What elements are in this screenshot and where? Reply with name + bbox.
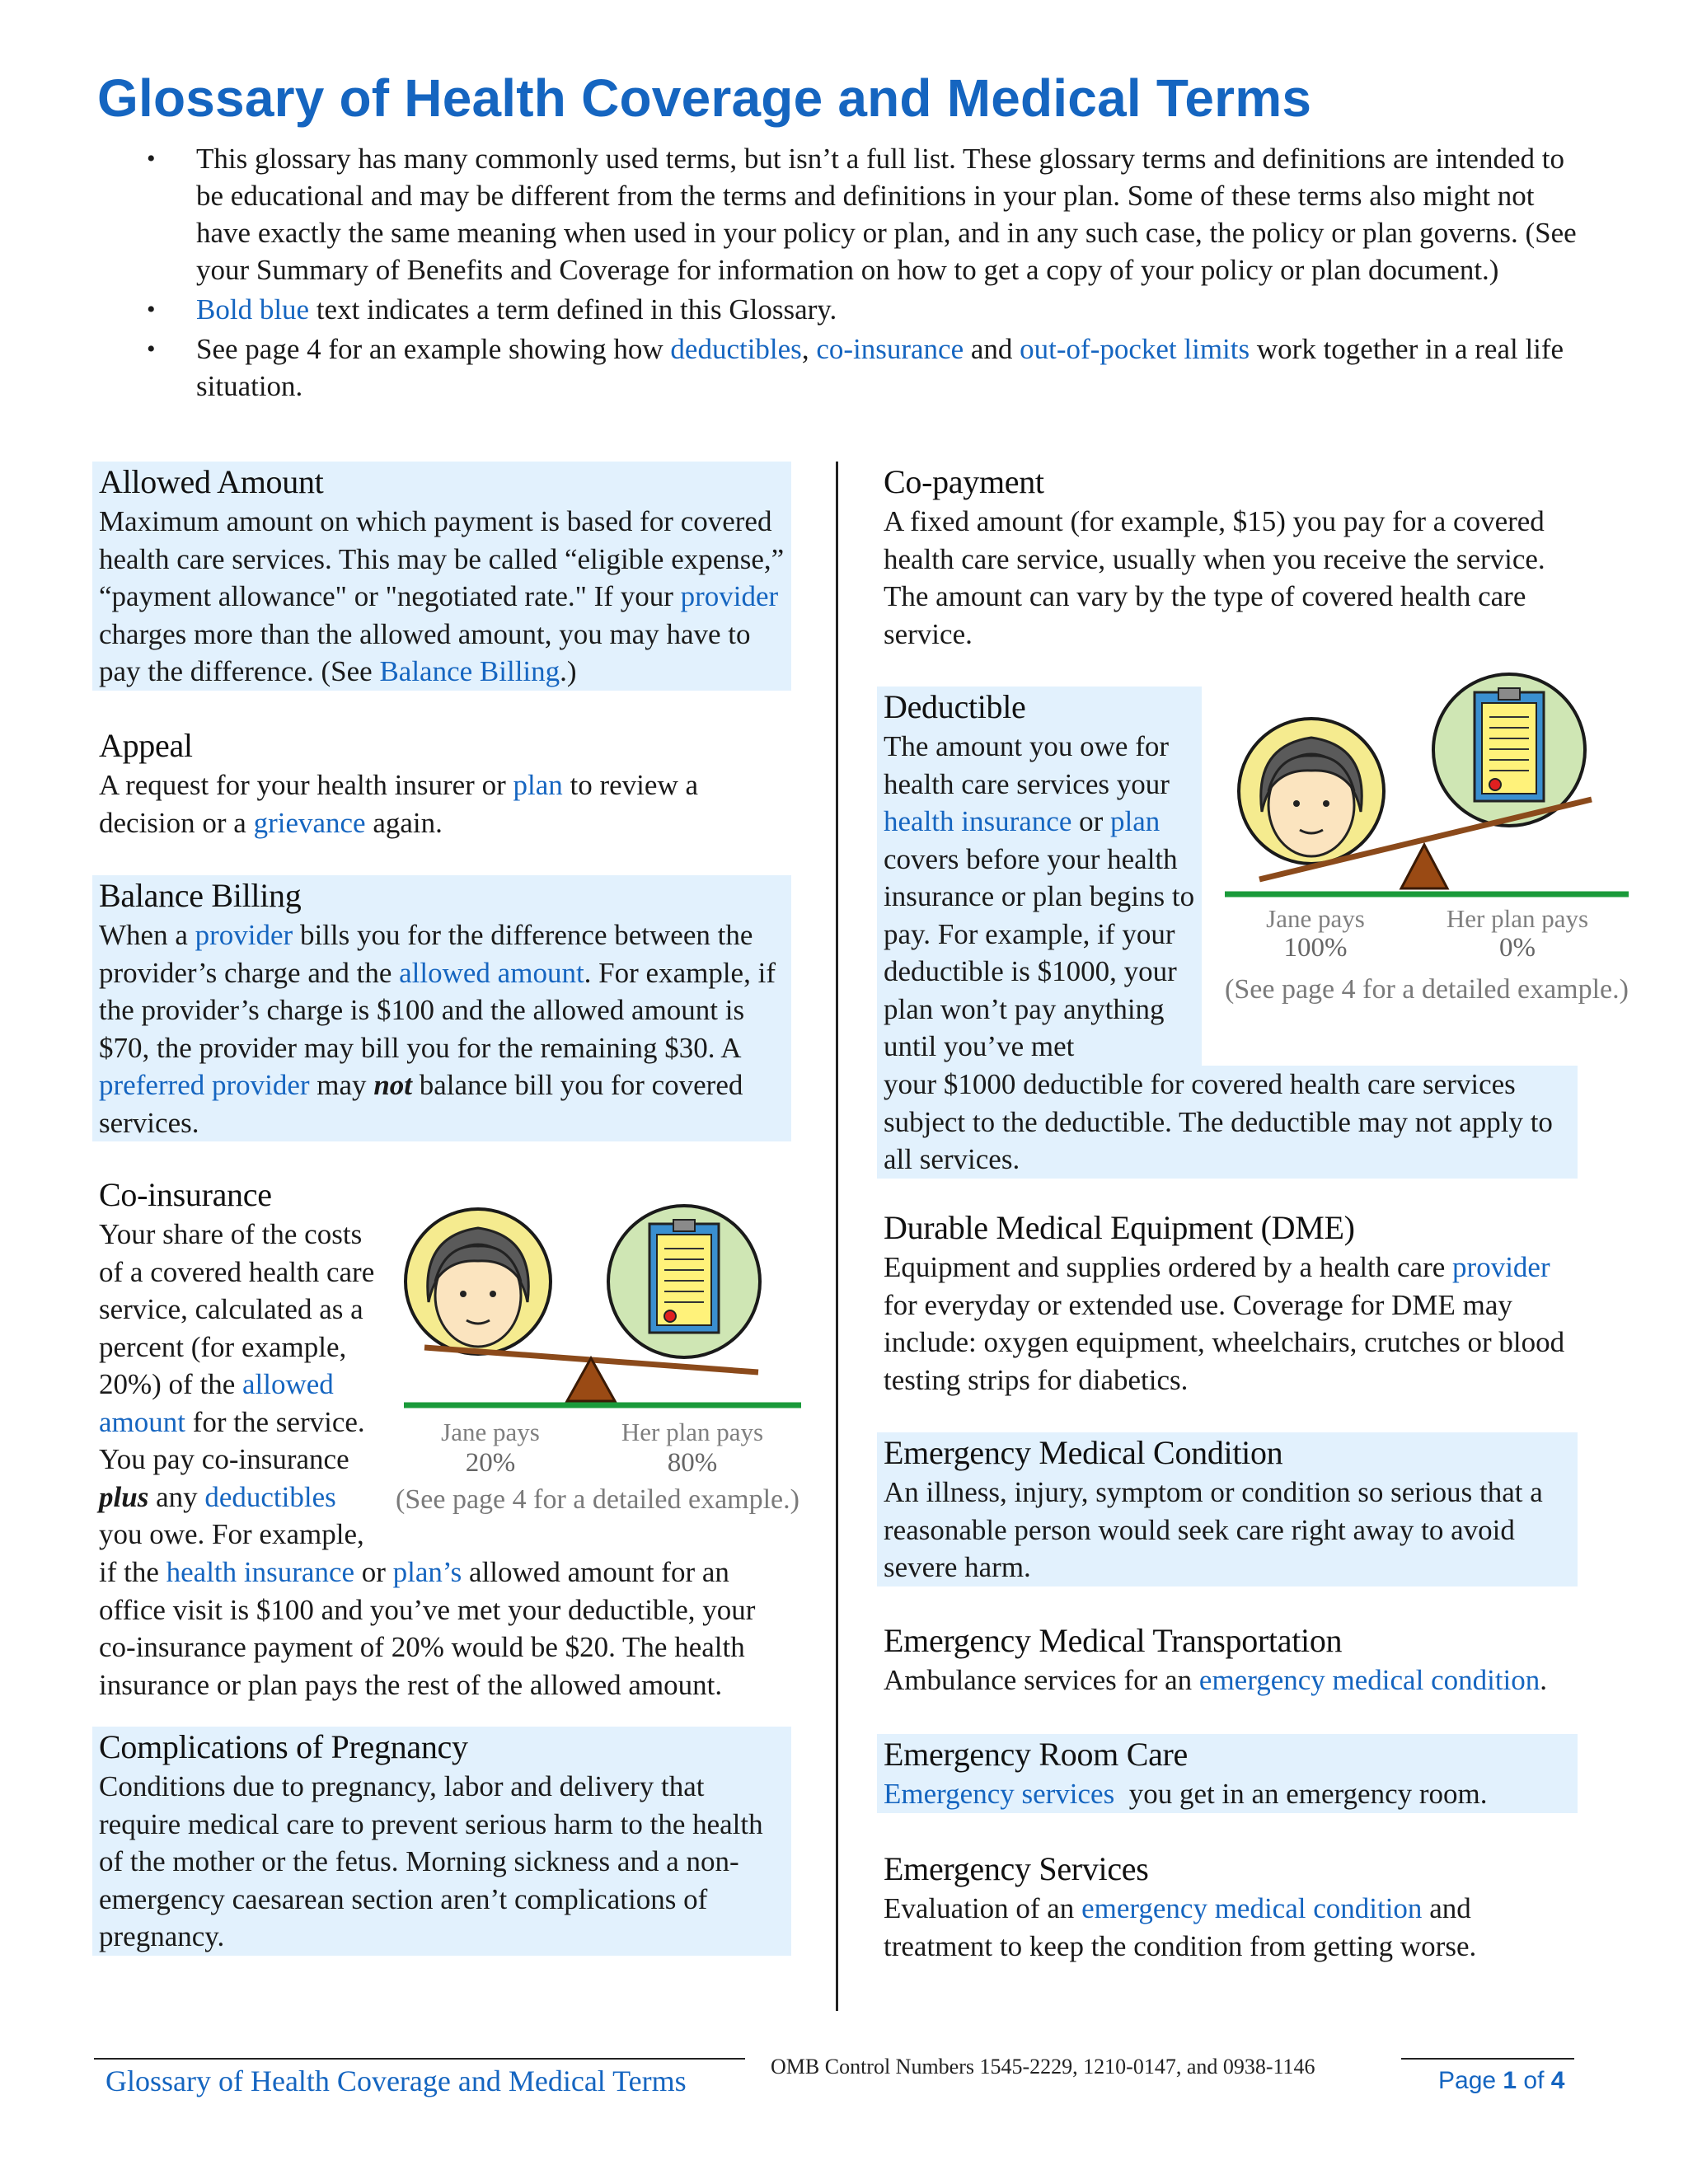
jane-face-icon bbox=[1239, 719, 1384, 864]
term-link-plan[interactable]: plan’s bbox=[392, 1556, 462, 1588]
term-definition: Ambulance services for an emergency medical condition. bbox=[884, 1664, 1548, 1696]
footer-document-title: Glossary of Health Coverage and Medical Terms bbox=[106, 2064, 687, 2097]
see-page-note: (See page 4 for a detailed example.) bbox=[1225, 974, 1629, 1005]
footer-page-number: Page 1 of 4 bbox=[1438, 2067, 1565, 2094]
term-emergency-services bbox=[877, 1849, 1578, 1965]
footer-rule-left bbox=[94, 2058, 745, 2060]
term-link-out-of-pocket-limits[interactable]: out-of-pocket limits bbox=[1020, 333, 1250, 365]
term-heading: Emergency Services bbox=[884, 1850, 1149, 1887]
term-heading: Durable Medical Equipment (DME) bbox=[884, 1209, 1355, 1246]
term-deductible bbox=[877, 687, 1202, 1066]
term-deductible-continued bbox=[877, 1066, 1578, 1179]
seesaw-diagram bbox=[1208, 672, 1653, 1022]
jane-pays-percent: 20% bbox=[465, 1448, 516, 1478]
term-link-allowed-amount[interactable]: allowed amount bbox=[399, 956, 584, 989]
term-link-balance-billing[interactable]: Balance Billing bbox=[379, 655, 560, 687]
term-link-plan[interactable]: plan bbox=[513, 769, 563, 801]
term-appeal bbox=[92, 725, 791, 841]
term-link-deductibles[interactable]: deductibles bbox=[204, 1480, 336, 1513]
term-emergency-room-care bbox=[877, 1734, 1578, 1813]
term-link-health-insurance[interactable]: health insurance bbox=[166, 1556, 355, 1588]
term-definition: Emergency services you get in an emergency room. bbox=[884, 1778, 1488, 1810]
term-definition: Equipment and supplies ordered by a health care provider for everyday or extended use. Coverage for DME may include: oxygen equipment, wheelchairs, crutches or blood testing strips for diabetics. bbox=[884, 1251, 1565, 1396]
plan-pays-label: Her plan pays bbox=[621, 1418, 764, 1446]
term-heading: Balance Billing bbox=[99, 877, 302, 914]
term-heading: Appeal bbox=[99, 727, 193, 764]
term-allowed-amount bbox=[92, 462, 791, 691]
term-link-emergency-services[interactable]: Emergency services bbox=[884, 1778, 1115, 1810]
intro-bullets bbox=[147, 140, 1581, 407]
intro-bullet-2: • Bold blue text indicates a term defined in this Glossary. bbox=[147, 291, 1581, 328]
term-heading: Emergency Medical Condition bbox=[884, 1434, 1283, 1471]
term-definition: When a provider bills you for the difference between the provider’s charge and the allowed amount. For example, if the provider’s charge is $100 and the allowed amount is $70, the provider may bill you for the remaining $30. A preferred provider may not balance bill you for covered services. bbox=[99, 919, 776, 1139]
term-emergency-medical-transportation bbox=[877, 1620, 1578, 1699]
term-link-co-insurance[interactable]: co-insurance bbox=[816, 333, 964, 365]
term-heading: Deductible bbox=[884, 688, 1026, 725]
term-definition: Evaluation of an emergency medical condition and treatment to keep the condition from getting worse. bbox=[884, 1892, 1477, 1962]
term-definition: Maximum amount on which payment is based for covered health care services. This may be called “eligible expense,” “payment allowance" or "negotiated rate." If your provider charges more than the allowed amount, you may have to pay the difference. (See Balance Billing.) bbox=[99, 505, 785, 687]
term-link-health-insurance[interactable]: health insurance bbox=[884, 805, 1072, 837]
intro-bullet-1: • This glossary has many commonly used terms, but isn’t a full list. These glossary terms and definitions are intended to be educational and may be different from the terms and definitions in your plan. Some of these terms also might not have exactly the same meaning when used in your policy or plan, and in any such case, the policy or plan governs. (See your Summary of Benefits and Coverage for information on how to get a copy of your policy or plan document.) bbox=[147, 140, 1581, 288]
term-durable-medical-equipment bbox=[877, 1207, 1578, 1399]
deductible-illustration bbox=[1208, 672, 1653, 1022]
footer-omb-control-numbers: OMB Control Numbers 1545-2229, 1210-0147, and 0938-1146 bbox=[771, 2055, 1315, 2079]
term-definition: Conditions due to pregnancy, labor and delivery that require medical care to prevent serious harm to the health of the mother or the fetus. Morning sickness and a non-emergency caesarean section aren’t complications of pregnancy. bbox=[99, 1770, 763, 1952]
plan-pays-label: Her plan pays bbox=[1446, 904, 1589, 933]
term-heading: Co-insurance bbox=[99, 1176, 272, 1213]
term-link-emergency-medical-condition[interactable]: emergency medical condition bbox=[1081, 1892, 1423, 1924]
jane-pays-label: Jane pays bbox=[1266, 904, 1365, 933]
term-heading: Allowed Amount bbox=[99, 463, 324, 500]
term-balance-billing bbox=[92, 875, 791, 1141]
co-insurance-illustration bbox=[387, 1203, 816, 1537]
column-divider bbox=[836, 462, 838, 2011]
bullet-icon: • bbox=[147, 296, 156, 323]
term-emergency-medical-condition bbox=[877, 1432, 1578, 1586]
footer-rule-right bbox=[1401, 2058, 1574, 2060]
term-link-preferred-provider[interactable]: preferred provider bbox=[99, 1069, 310, 1101]
seesaw-fulcrum bbox=[567, 1358, 615, 1401]
page-title: Glossary of Health Coverage and Medical Terms bbox=[97, 68, 1312, 128]
term-link-deductibles[interactable]: deductibles bbox=[670, 333, 802, 365]
bullet-icon: • bbox=[147, 145, 156, 172]
term-heading: Co-payment bbox=[884, 463, 1044, 500]
term-definition: An illness, injury, symptom or condition so serious that a reasonable person would seek care right away to avoid severe harm. bbox=[884, 1476, 1543, 1583]
term-definition: your $1000 deductible for covered health care services subject to the deductible. The deductible may not apply to all services. bbox=[884, 1068, 1553, 1175]
term-co-insurance-continued bbox=[92, 1554, 791, 1704]
term-co-payment bbox=[877, 462, 1578, 653]
term-definition: The amount you owe for health care services your health insurance or plan covers before your health insurance or plan begins to pay. For example, if your deductible is $1000, your plan won’t pay anything until you’ve met bbox=[884, 730, 1195, 1062]
term-link-provider[interactable]: provider bbox=[195, 919, 293, 951]
clipboard-plan-icon bbox=[1433, 674, 1585, 826]
term-definition: Your share of the costs of a covered health care service, calculated as a percent (for example, 20%) of the allowed amount for the service. You pay co-insurance plus any deductibles you owe. For example, bbox=[99, 1218, 375, 1550]
seesaw-diagram bbox=[387, 1203, 816, 1537]
glossary-term-link[interactable]: Bold blue bbox=[196, 293, 310, 326]
term-definition: A fixed amount (for example, $15) you pay for a covered health care service, usually when you receive the service. The amount can vary by the type of covered health care service. bbox=[884, 505, 1545, 650]
term-link-allowed-amount[interactable]: allowed amount bbox=[99, 1368, 334, 1438]
bullet-icon: • bbox=[147, 335, 156, 363]
term-heading: Emergency Medical Transportation bbox=[884, 1622, 1343, 1659]
jane-face-icon bbox=[406, 1209, 551, 1354]
term-definition: if the health insurance or plan’s allowed amount for an office visit is $100 and you’ve met your deductible, your co-insurance payment of 20% would be $20. The health insurance or plan pays the rest of the allowed amount. bbox=[99, 1556, 756, 1701]
jane-pays-percent: 100% bbox=[1283, 933, 1348, 963]
see-page-note: (See page 4 for a detailed example.) bbox=[396, 1484, 799, 1515]
plan-pays-percent: 80% bbox=[667, 1448, 718, 1478]
seesaw-fulcrum bbox=[1401, 845, 1447, 888]
clipboard-plan-icon bbox=[608, 1206, 760, 1357]
intro-bullet-3: • See page 4 for an example showing how deductibles, co-insurance and out-of-pocket limits work together in a real life situation. bbox=[147, 330, 1581, 405]
jane-pays-label: Jane pays bbox=[441, 1418, 540, 1446]
term-complications-of-pregnancy bbox=[92, 1727, 791, 1956]
term-co-insurance bbox=[92, 1174, 389, 1554]
term-link-provider[interactable]: provider bbox=[1452, 1251, 1550, 1283]
term-definition: A request for your health insurer or plan to review a decision or a grievance again. bbox=[99, 769, 698, 839]
term-heading: Complications of Pregnancy bbox=[99, 1728, 468, 1765]
term-heading: Emergency Room Care bbox=[884, 1736, 1189, 1773]
plan-pays-percent: 0% bbox=[1499, 933, 1536, 963]
term-link-emergency-medical-condition[interactable]: emergency medical condition bbox=[1198, 1664, 1540, 1696]
term-link-grievance[interactable]: grievance bbox=[253, 806, 366, 839]
term-link-provider[interactable]: provider bbox=[680, 580, 779, 612]
term-link-plan[interactable]: plan bbox=[1110, 805, 1160, 837]
